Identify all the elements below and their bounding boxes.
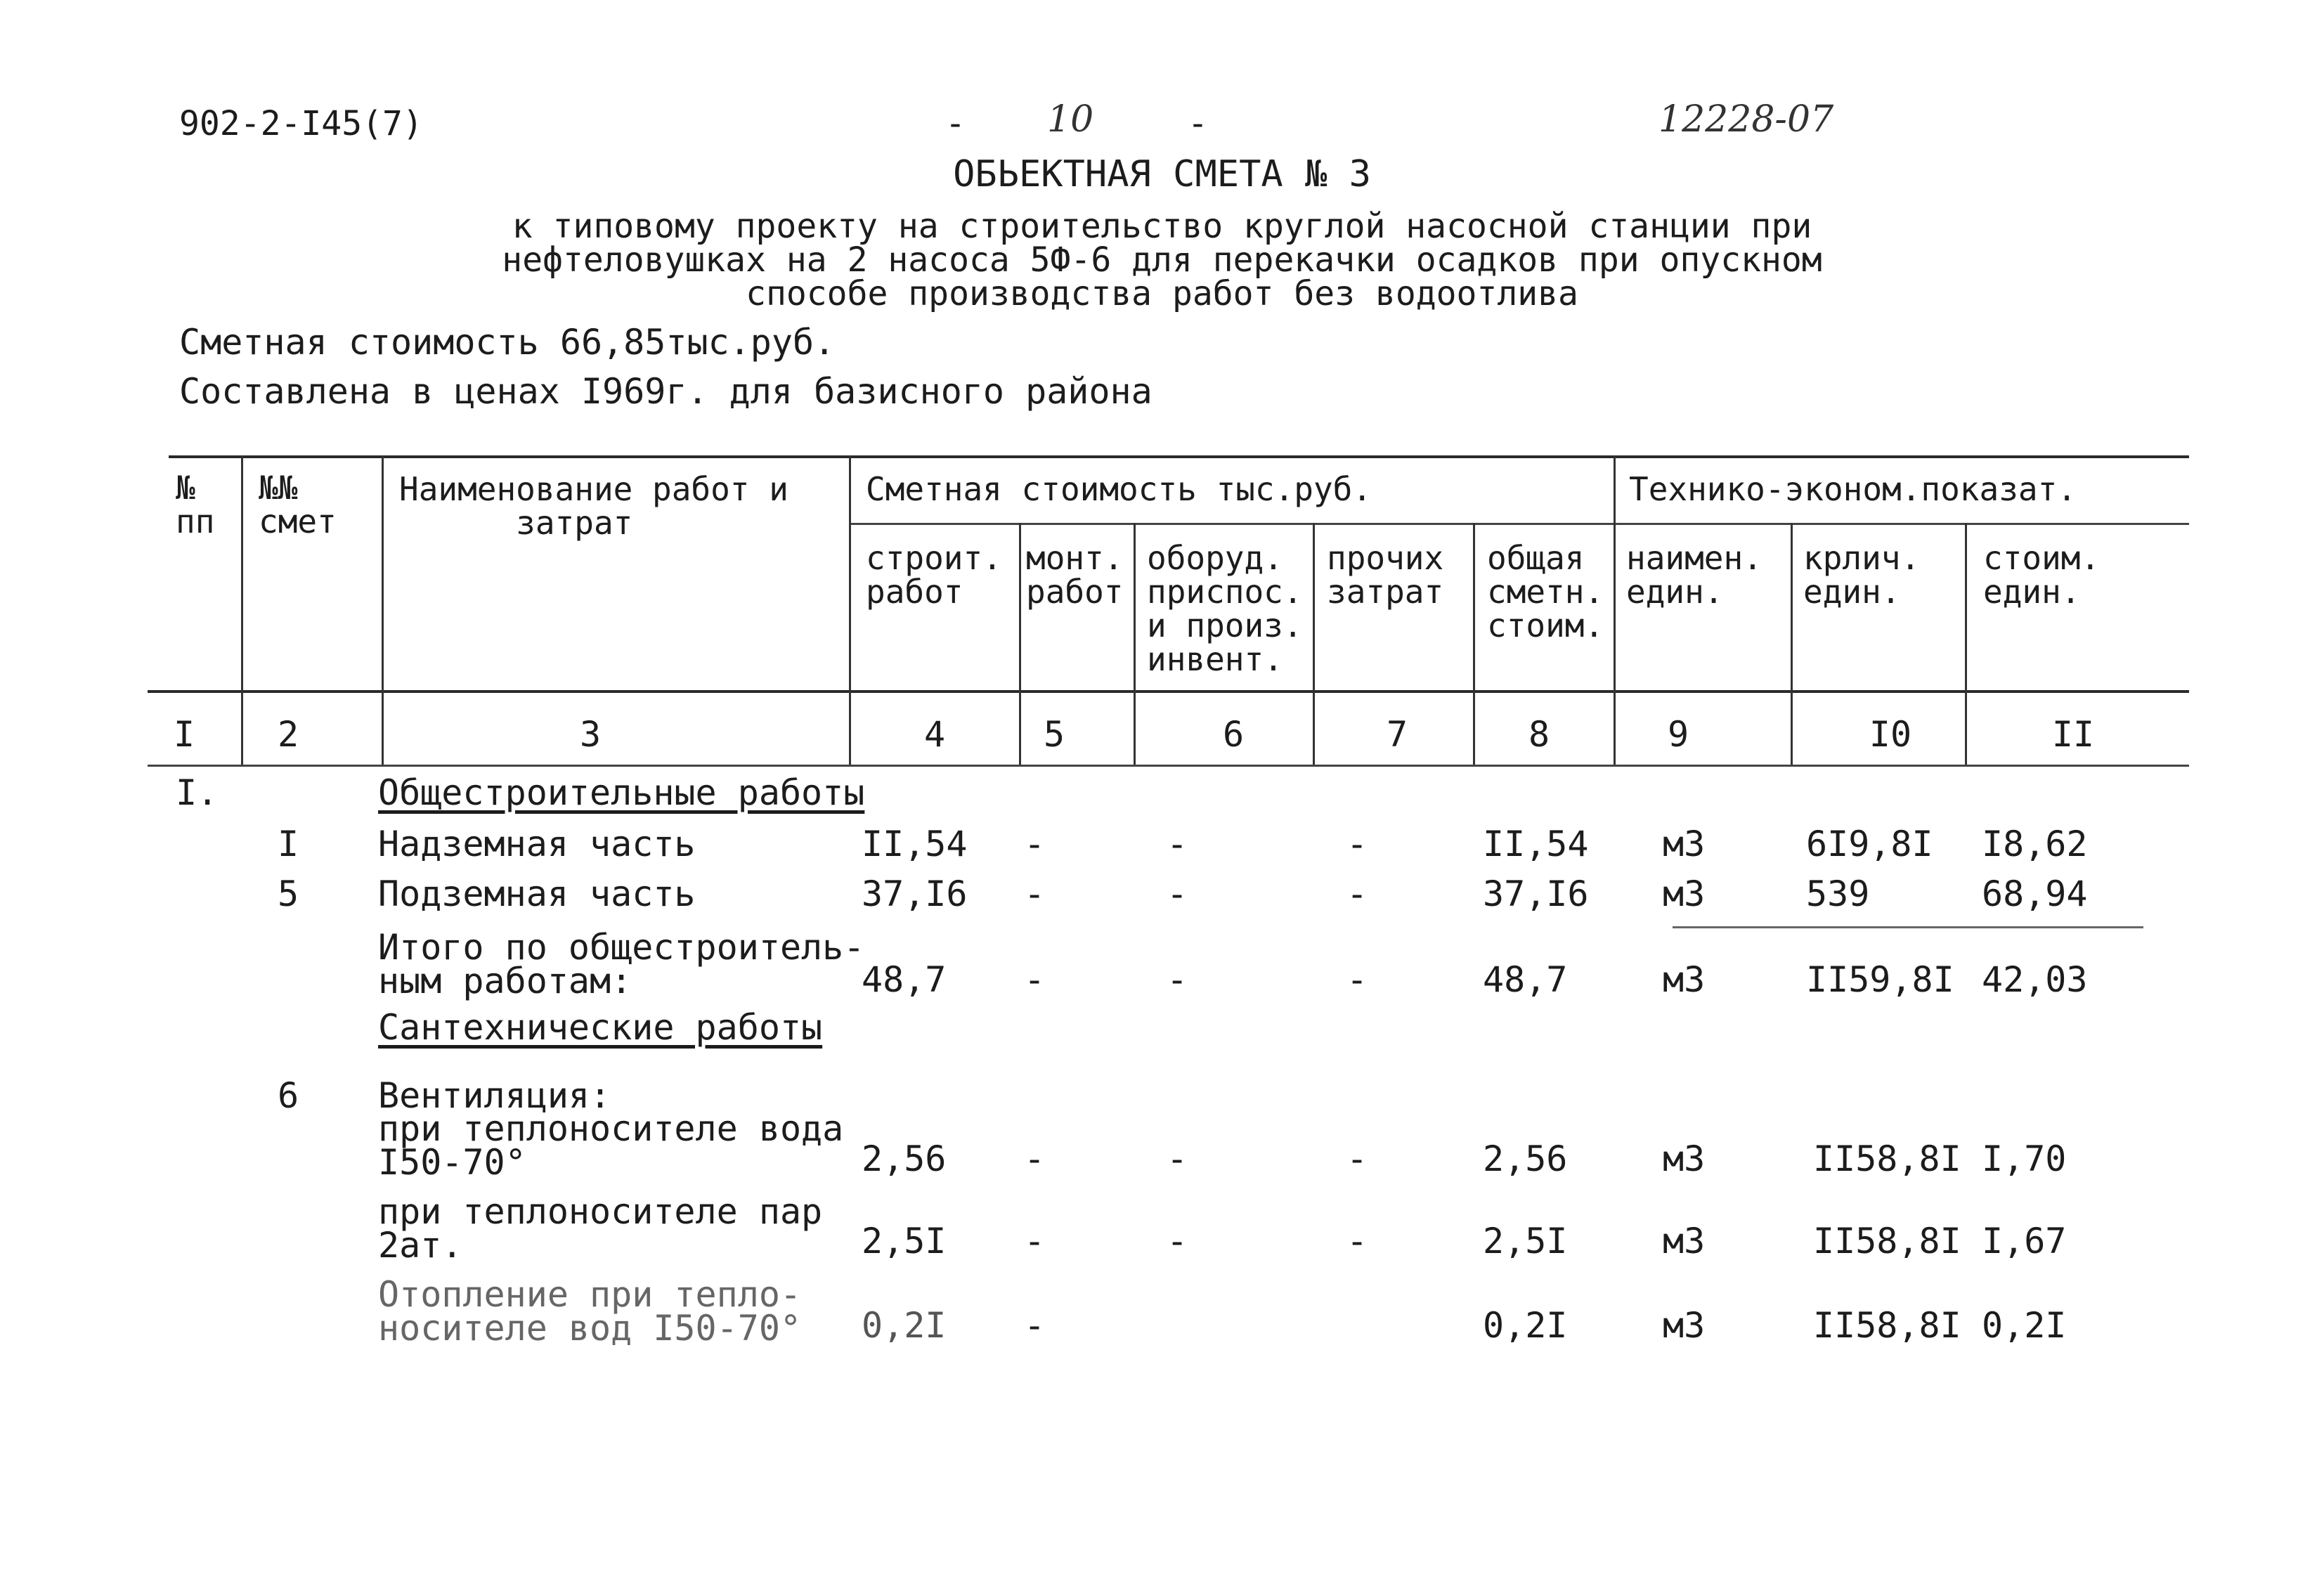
row-installation: - xyxy=(1024,874,1046,914)
row-name: Подземная часть xyxy=(378,874,696,914)
row-unit-name: м3 xyxy=(1663,1221,1706,1261)
row-unit-name: м3 xyxy=(1663,874,1706,914)
header-installation: монт. работ xyxy=(1026,539,1124,611)
row-unit-cost: 68,94 xyxy=(1982,874,2088,914)
page-dash-right: - xyxy=(1188,104,1208,143)
row-name: Надземная часть xyxy=(378,824,696,864)
subtitle-line-2: нефтеловушках на 2 насоса 5Ф-6 для перекачки осадков при опускном xyxy=(502,240,1822,280)
col-divider-8 xyxy=(1614,455,1616,765)
row-unit-cost: 0,2I xyxy=(1982,1305,2067,1346)
group-header-rule xyxy=(850,523,2189,525)
row-unit-name: м3 xyxy=(1663,959,1706,1000)
col-divider-6 xyxy=(1313,523,1315,765)
col-number: II xyxy=(2051,714,2095,755)
row-construction: 48,7 xyxy=(862,959,947,1000)
header-smeta: №№ смет xyxy=(259,469,337,540)
section-heading-plumbing: Сантехнические работы xyxy=(378,1007,823,1048)
row-name: при теплоносителе пар 2ат. xyxy=(378,1191,823,1266)
row-equipment: - xyxy=(1167,1138,1188,1179)
col-number: 4 xyxy=(923,714,946,755)
row-installation: - xyxy=(1024,1138,1046,1179)
row-unit-name: м3 xyxy=(1663,1138,1706,1179)
row-construction: 2,56 xyxy=(862,1138,947,1179)
col-number: 7 xyxy=(1386,714,1408,755)
subtitle-line-1: к типовому проекту на строительство круглой насосной станции при xyxy=(512,207,1812,246)
row-total: 0,2I xyxy=(1483,1305,1568,1346)
header-pp: № пп xyxy=(176,469,215,540)
col-number: 6 xyxy=(1222,714,1245,755)
document-code: 902-2-I45(7) xyxy=(179,104,423,143)
row-name: при теплоносителе вода I50-70° xyxy=(378,1108,844,1183)
row-construction: 2,5I xyxy=(862,1221,947,1261)
row-other: - xyxy=(1346,959,1368,1000)
row-unit-name: м3 xyxy=(1663,1305,1706,1346)
row-unit-cost: I8,62 xyxy=(1982,824,2088,864)
row-unit-qty: II58,8I xyxy=(1813,1305,1961,1346)
row-smeta: 6 xyxy=(278,1075,299,1116)
header-cost-group: Сметная стоимость тыс.руб. xyxy=(866,470,1372,508)
row-installation: - xyxy=(1024,1305,1046,1346)
row-name: Отопление при тепло- носителе вод I50-70° xyxy=(378,1274,802,1349)
col-divider-2 xyxy=(382,455,384,765)
header-unit-name: наимен. един. xyxy=(1626,539,1763,611)
row-unit-qty: II58,8I xyxy=(1813,1138,1961,1179)
subtotal-rule xyxy=(1673,926,2143,928)
col-number: 5 xyxy=(1043,714,1065,755)
col-number: I0 xyxy=(1869,714,1912,755)
row-unit-cost: I,70 xyxy=(1982,1138,2067,1179)
header-other: прочих затрат xyxy=(1327,539,1444,611)
header-unit-cost: стоим. един. xyxy=(1983,539,2101,611)
section-heading-general: Общестроительные работы xyxy=(378,772,865,813)
row-construction: II,54 xyxy=(862,824,968,864)
row-total: 48,7 xyxy=(1483,959,1568,1000)
row-total: II,54 xyxy=(1483,824,1589,864)
row-other: - xyxy=(1346,1138,1368,1179)
col-divider-3 xyxy=(849,455,851,765)
row-unit-name: м3 xyxy=(1663,824,1706,864)
header-tech-group: Технико-эконом.показат. xyxy=(1629,470,2077,508)
row-unit-cost: 42,03 xyxy=(1982,959,2088,1000)
col-divider-4 xyxy=(1019,523,1021,765)
row-equipment: - xyxy=(1167,824,1188,864)
row-construction: 0,2I xyxy=(862,1305,947,1346)
row-pp: I. xyxy=(176,772,219,813)
header-unit-qty: крлич. един. xyxy=(1803,539,1921,611)
col-number: 8 xyxy=(1528,714,1550,755)
header-name: Наименование работ и затрат xyxy=(399,470,788,542)
col-number: 2 xyxy=(277,714,299,755)
row-total: 2,5I xyxy=(1483,1221,1568,1261)
row-construction: 37,I6 xyxy=(862,874,968,914)
row-smeta: 5 xyxy=(278,874,299,914)
row-unit-qty: 6I9,8I xyxy=(1806,824,1933,864)
row-installation: - xyxy=(1024,959,1046,1000)
row-name: Вентиляция: xyxy=(378,1075,611,1116)
header-total: общая сметн. стоим. xyxy=(1487,539,1604,644)
table-top-rule xyxy=(169,455,2189,458)
subtitle-line-3: способе производства работ без водоотлива xyxy=(746,274,1578,313)
prices-basis: Составлена в ценах I969г. для базисного района xyxy=(179,371,1153,412)
header-construction: строит. работ xyxy=(866,539,1002,611)
row-total: 2,56 xyxy=(1483,1138,1568,1179)
col-divider-1 xyxy=(241,455,243,765)
row-total: 37,I6 xyxy=(1483,874,1589,914)
header-equipment: оборуд. приспос. и произ. инвент. xyxy=(1147,539,1303,678)
inventory-number: 12228-07 xyxy=(1658,98,1834,141)
header-bottom-rule xyxy=(148,690,2189,693)
row-installation: - xyxy=(1024,824,1046,864)
col-divider-5 xyxy=(1134,523,1136,765)
col-divider-10 xyxy=(1965,523,1967,765)
row-unit-qty: II58,8I xyxy=(1813,1221,1961,1261)
row-installation: - xyxy=(1024,1221,1046,1261)
row-other: - xyxy=(1346,874,1368,914)
row-name-subtotal: Итого по общестроитель- ным работам: xyxy=(378,927,865,1001)
row-equipment: - xyxy=(1167,1221,1188,1261)
page-number: 10 xyxy=(1047,98,1094,141)
row-equipment: - xyxy=(1167,874,1188,914)
estimated-cost: Сметная стоимость 66,85тыс.руб. xyxy=(179,322,836,363)
col-divider-9 xyxy=(1791,523,1793,765)
row-smeta: I xyxy=(278,824,299,864)
document-title: ОБЬЕКТНАЯ СМЕТА № 3 xyxy=(953,153,1371,195)
col-number: I xyxy=(173,714,195,755)
col-divider-7 xyxy=(1473,523,1475,765)
row-other: - xyxy=(1346,1221,1368,1261)
row-equipment: - xyxy=(1167,959,1188,1000)
row-unit-qty: II59,8I xyxy=(1806,959,1954,1000)
col-number-rule xyxy=(148,765,2189,767)
row-other: - xyxy=(1346,824,1368,864)
row-unit-qty: 539 xyxy=(1806,874,1870,914)
page-dash-left: - xyxy=(945,104,966,143)
col-number: 3 xyxy=(579,714,602,755)
row-unit-cost: I,67 xyxy=(1982,1221,2067,1261)
col-number: 9 xyxy=(1667,714,1689,755)
